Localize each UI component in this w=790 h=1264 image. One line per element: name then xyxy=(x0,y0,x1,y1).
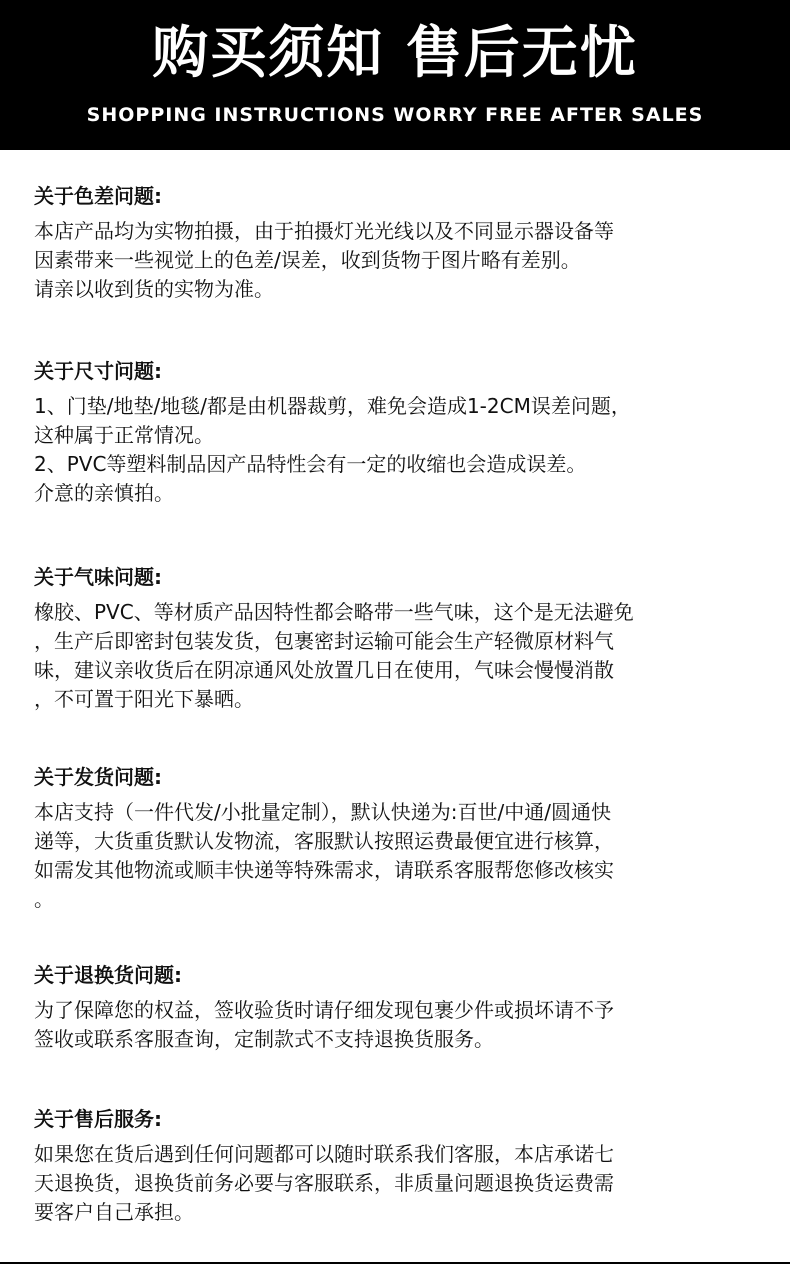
section-line: 本店产品均为实物拍摄，由于拍摄灯光光线以及不同显示器设备等 xyxy=(34,219,614,243)
section-color-difference xyxy=(34,181,758,304)
section-line: 签收或联系客服查询，定制款式不支持退换货服务。 xyxy=(34,1027,494,1051)
section-odor xyxy=(34,562,758,714)
section-line: 天退换货，退换货前务必要与客服联系，非质量问题退换货运费需 xyxy=(34,1171,614,1195)
section-line: 如需发其他物流或顺丰快递等特殊需求，请联系客服帮您修改核实 xyxy=(34,858,614,882)
section-heading: 关于发货问题: xyxy=(34,765,162,789)
section-line: 请亲以收到货的实物为准。 xyxy=(34,277,274,301)
section-body xyxy=(34,392,758,508)
section-line: 因素带来一些视觉上的色差/误差，收到货物于图片略有差别。 xyxy=(34,248,581,272)
section-size xyxy=(34,356,758,508)
section-body xyxy=(34,217,758,304)
section-heading: 关于尺寸问题: xyxy=(34,359,162,383)
section-line: 要客户自己承担。 xyxy=(34,1200,194,1224)
section-heading: 关于退换货问题: xyxy=(34,963,182,987)
section-line: 介意的亲慎拍。 xyxy=(34,481,174,505)
section-shipping xyxy=(34,762,758,914)
header-banner xyxy=(0,0,790,150)
section-line: 为了保障您的权益，签收验货时请仔细发现包裹少件或损坏请不予 xyxy=(34,998,614,1022)
section-returns xyxy=(34,960,758,1054)
section-line: 。 xyxy=(34,887,54,911)
section-line: 2、PVC等塑料制品因产品特性会有一定的收缩也会造成误差。 xyxy=(34,452,587,476)
section-body xyxy=(34,1140,758,1227)
section-line: 递等，大货重货默认发物流，客服默认按照运费最便宜进行核算， xyxy=(34,829,614,853)
section-heading: 关于气味问题: xyxy=(34,565,162,589)
page-subtitle: SHOPPING INSTRUCTIONS WORRY FREE AFTER SALES xyxy=(86,104,704,126)
section-line: 味，建议亲收货后在阴凉通风处放置几日在使用，气味会慢慢消散 xyxy=(34,658,614,682)
section-after-sales xyxy=(34,1104,758,1227)
section-body xyxy=(34,598,758,714)
section-line: 如果您在货后遇到任何问题都可以随时联系我们客服，本店承诺七 xyxy=(34,1142,614,1166)
section-line: 1、门垫/地垫/地毯/都是由机器裁剪，难免会造成1-2CM误差问题， xyxy=(34,394,631,418)
section-heading: 关于色差问题: xyxy=(34,184,162,208)
section-body xyxy=(34,798,758,914)
page-title: 购买须知 售后无忧 xyxy=(152,21,638,86)
section-line: ，不可置于阳光下暴晒。 xyxy=(34,687,254,711)
section-line: 这种属于正常情况。 xyxy=(34,423,214,447)
section-line: ，生产后即密封包装发货，包裹密封运输可能会生产轻微原材料气 xyxy=(34,629,614,653)
section-body xyxy=(34,996,758,1054)
section-line: 橡胶、PVC、等材质产品因特性都会略带一些气味，这个是无法避免 xyxy=(34,600,634,624)
section-heading: 关于售后服务: xyxy=(34,1107,162,1131)
section-line: 本店支持（一件代发/小批量定制），默认快递为:百世/中通/圆通快 xyxy=(34,800,611,824)
